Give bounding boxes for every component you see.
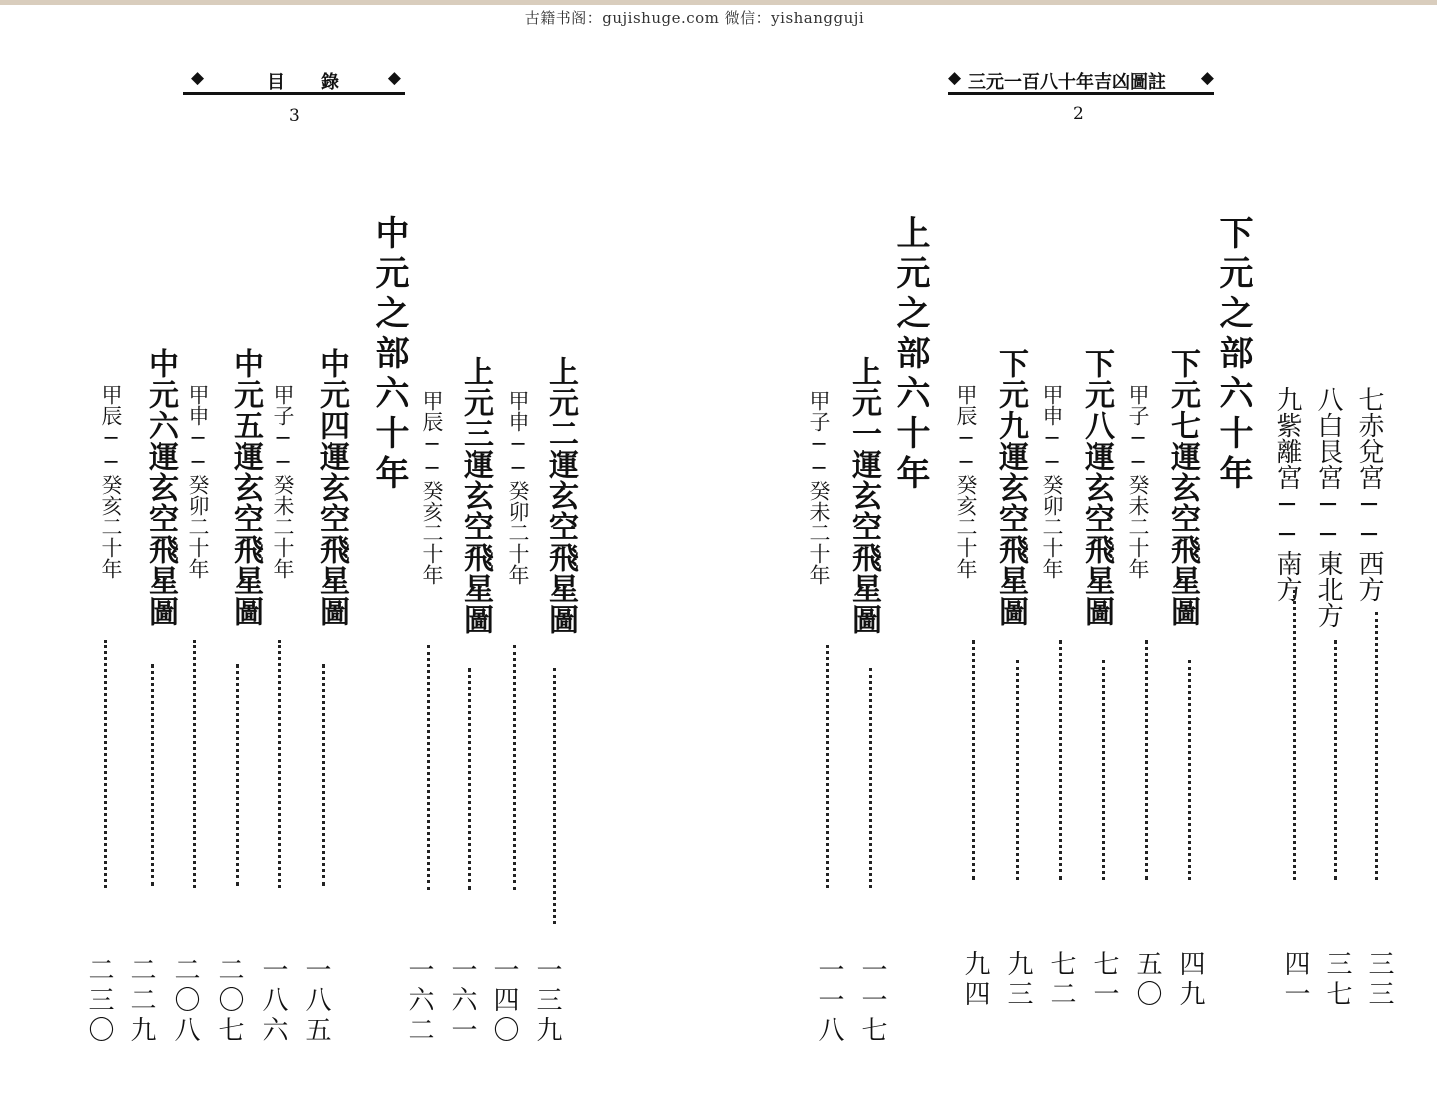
toc-title: 中元六運玄空飛星圖 [143, 348, 178, 627]
toc-title: 上元三運玄空飛星圖 [458, 356, 493, 635]
toc-subtitle: 甲子──癸未二十年 [1126, 384, 1150, 579]
toc-leader [468, 668, 471, 890]
toc-page-number: 一六一 [447, 956, 477, 1046]
toc-page-number: 一六二 [404, 956, 434, 1046]
toc-leader [1016, 660, 1019, 880]
diamond-icon: ◆ [387, 68, 401, 88]
toc-page-number: 二〇七 [214, 956, 244, 1046]
left-page-header [183, 66, 405, 95]
toc-leader [1334, 640, 1337, 880]
toc-leader [104, 640, 107, 888]
toc-title: 上元一運玄空飛星圖 [846, 356, 881, 635]
toc-leader [1059, 640, 1062, 880]
toc-page-number: 一八五 [301, 956, 331, 1046]
toc-leader [869, 668, 872, 888]
toc-subtitle: 甲辰──癸亥二十年 [420, 390, 444, 585]
toc-item: 八白艮宮──東北方 [1313, 386, 1343, 628]
toc-title: 下元九運玄空飛星圖 [993, 348, 1028, 627]
right-header-title: 三元一百八十年吉凶圖註 [968, 72, 1166, 93]
left-header-title: 目 錄 [267, 72, 339, 93]
toc-page-number: 三七 [1322, 950, 1352, 1010]
toc-title: 上元二運玄空飛星圖 [543, 356, 578, 635]
top-border [0, 0, 1437, 5]
toc-subtitle: 甲辰──癸亥二十年 [99, 384, 123, 579]
toc-leader [278, 640, 281, 888]
toc-page-number: 二二九 [126, 956, 156, 1046]
toc-page-number: 二三〇 [84, 956, 114, 1046]
toc-subtitle: 甲申──癸卯二十年 [1040, 384, 1064, 579]
toc-page-number: 三三 [1364, 950, 1394, 1010]
toc-leader [1375, 612, 1378, 880]
toc-page-number: 七二 [1046, 950, 1076, 1010]
toc-page-number: 一三九 [532, 956, 562, 1046]
toc-title: 下元八運玄空飛星圖 [1079, 348, 1114, 627]
toc-page-number: 一八六 [258, 956, 288, 1046]
toc-page-number: 九四 [960, 950, 990, 1010]
toc-leader [1188, 660, 1191, 880]
toc-leader [553, 668, 556, 924]
toc-title: 中元五運玄空飛星圖 [228, 348, 263, 627]
toc-page-number: 七一 [1089, 950, 1119, 1010]
toc-page-number: 一一七 [857, 956, 887, 1046]
toc-page-number: 九三 [1003, 950, 1033, 1010]
watermark-text: 古籍书阁：gujishuge.com 微信：yishangguji [524, 9, 865, 27]
toc-subtitle: 甲子──癸未二十年 [807, 390, 831, 585]
toc-item: 九紫離宮──南方 [1272, 386, 1302, 602]
section-heading-zhongyuan: 中元之部六十年 [369, 215, 409, 495]
diamond-icon: ◆ [948, 68, 962, 88]
toc-page-number: 一一八 [814, 956, 844, 1046]
toc-title: 下元七運玄空飛星圖 [1165, 348, 1200, 627]
section-heading-shangyuan: 上元之部六十年 [890, 215, 930, 495]
toc-subtitle: 甲申──癸卯二十年 [186, 384, 210, 579]
toc-leader [513, 645, 516, 890]
diamond-icon: ◆ [1200, 68, 1214, 88]
toc-leader [236, 664, 239, 886]
toc-leader [1102, 660, 1105, 880]
toc-subtitle: 甲辰──癸亥二十年 [954, 384, 978, 579]
toc-title: 中元四運玄空飛星圖 [314, 348, 349, 627]
right-page-number: 2 [1073, 104, 1084, 124]
toc-page-number: 一四〇 [489, 956, 519, 1046]
toc-leader [322, 664, 325, 886]
toc-subtitle: 甲子──癸未二十年 [271, 384, 295, 579]
toc-leader [972, 640, 975, 880]
toc-page-number: 四九 [1175, 950, 1205, 1010]
toc-item: 七赤兌宮──西方 [1354, 386, 1384, 602]
right-page-header [948, 66, 1214, 95]
toc-page-number: 四一 [1280, 950, 1310, 1010]
toc-leader [826, 645, 829, 888]
toc-leader [1293, 590, 1296, 880]
toc-leader [427, 645, 430, 890]
section-heading-xiayuan: 下元之部六十年 [1213, 215, 1253, 495]
toc-leader [193, 640, 196, 888]
toc-page-number: 二〇八 [170, 956, 200, 1046]
diamond-icon: ◆ [191, 68, 205, 88]
toc-subtitle: 甲申──癸卯二十年 [506, 390, 530, 585]
toc-leader [151, 664, 154, 886]
toc-page-number: 五〇 [1132, 950, 1162, 1010]
left-page-number: 3 [289, 106, 300, 126]
toc-leader [1145, 640, 1148, 880]
